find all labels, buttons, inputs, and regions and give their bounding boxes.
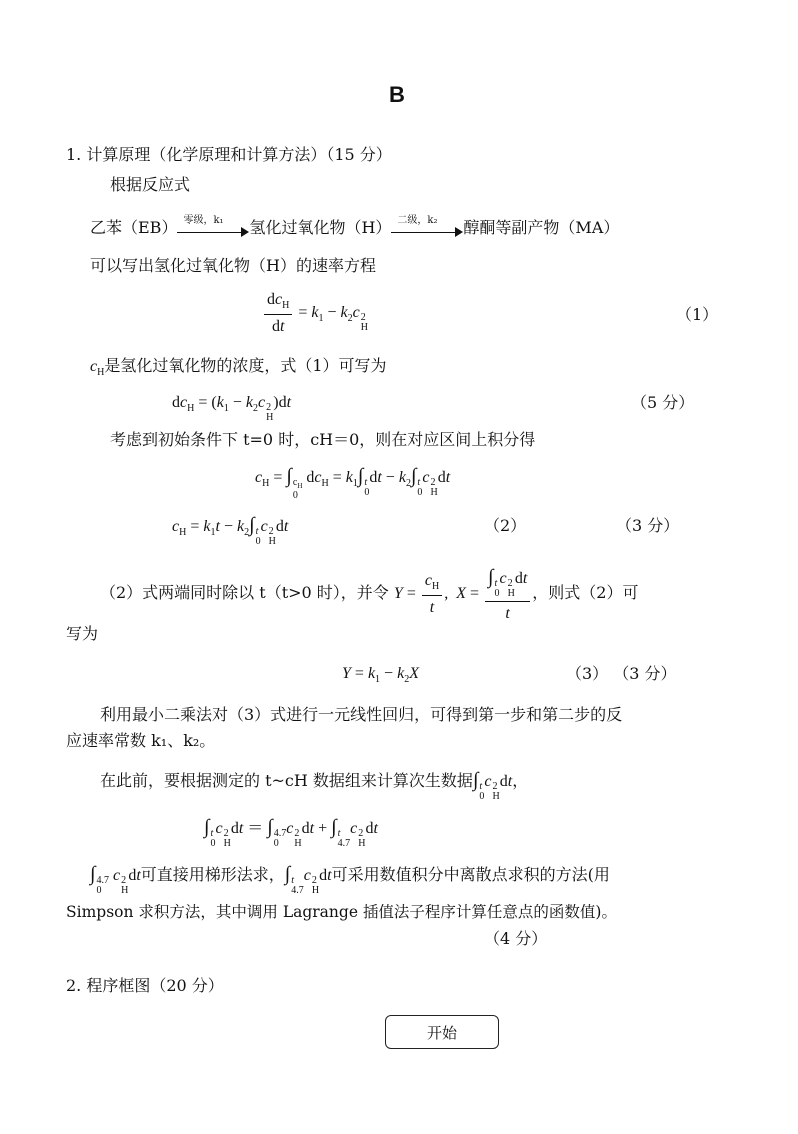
reactant-label: 乙苯（EB） — [90, 218, 178, 237]
equation-2: $c_H = k_1t - k_2\int$ t 0 c 2 H dt — [172, 514, 289, 547]
divide-text-line: （2）式两端同时除以 t（t>0 时），并令 Y = $\frac{c_H}{t}$ , X = ∫ t 0 c 2 H dt t ，则式（2）可 — [100, 566, 639, 622]
start-box-label: 开始 — [426, 1023, 457, 1042]
equation-1: $\frac{dc_H}{dt}$ = $k_1 - k_2c$ 2 H — [262, 290, 368, 336]
equation-2-tag: （2） — [484, 516, 527, 535]
reaction-arrow-1 — [177, 214, 249, 237]
equation-2-score: （3 分） — [616, 516, 680, 535]
reaction-equation — [90, 214, 620, 237]
rate-intro-text: 可以写出氢化过氧化物（H）的速率方程 — [90, 256, 376, 275]
intro-text: 根据反应式 — [110, 175, 191, 194]
section2-heading: 2. 程序框图（20 分） — [66, 976, 224, 995]
equation-3: $Y = k_1 - k_2X$ — [342, 665, 419, 685]
differential-score: （5 分） — [631, 393, 695, 412]
method-text: ∫ 4.7 0 c 2 H dt可直接用梯形法求，∫ t 4.7 c 2 H dt可采用数值积分中离散点求积的方法(用 — [90, 863, 610, 896]
arrow2-label: 二级，k₂ — [397, 214, 438, 226]
reaction-arrow-2 — [391, 214, 463, 237]
divide-text-continuation: 写为 — [66, 624, 99, 643]
flowchart-start-box — [385, 1015, 499, 1049]
integral-split-equation: ∫ t 0 c 2 H dt ＝ ∫ 4.7 0 c 2 H dt + ∫ t 4.7 c 2 H dt — [204, 816, 378, 849]
section1-heading: 1. 计算原理（化学原理和计算方法）（15 分） — [66, 145, 392, 164]
ch-description: $c_H$是氢化过氧化物的浓度，式（1）可写为 — [90, 356, 387, 378]
product-label: 醇酮等副产物（MA） — [463, 218, 620, 237]
equation-1-tag: （1） — [676, 305, 719, 324]
regression-text-2: 应速率常数 k₁、k₂。 — [66, 731, 216, 750]
integral-equation: $c_H$ = ∫ $c_H$ 0 $dc_H = k_1\int$ t 0 dt − $k_2\int$ t 0 c 2 H dt — [255, 465, 451, 501]
initial-condition-text: 考虑到初始条件下 t=0 时，cH＝0，则在对应区间上积分得 — [110, 430, 536, 449]
method-text-2: Simpson 求积方法，其中调用 Lagrange 插值法子程序计算任意点的函数值)。 — [66, 903, 617, 921]
equation-3-tag: （3） （3 分） — [566, 664, 677, 683]
regression-text-1: 利用最小二乘法对（3）式进行一元线性回归，可得到第一步和第二步的反 — [100, 705, 623, 724]
method-score: （4 分） — [484, 929, 548, 948]
page-title: B — [389, 82, 405, 107]
arrow1-label: 零级，k₁ — [183, 214, 224, 226]
before-text: 在此前，要根据测定的 t~cH 数据组来计算次生数据∫ t 0 c 2 H dt， — [100, 769, 529, 802]
intermediate-label: 氢化过氧化物（H） — [249, 218, 392, 237]
equation-differential: $dc_H = (k_1 - k_2c$ 2 H )dt — [172, 394, 292, 423]
